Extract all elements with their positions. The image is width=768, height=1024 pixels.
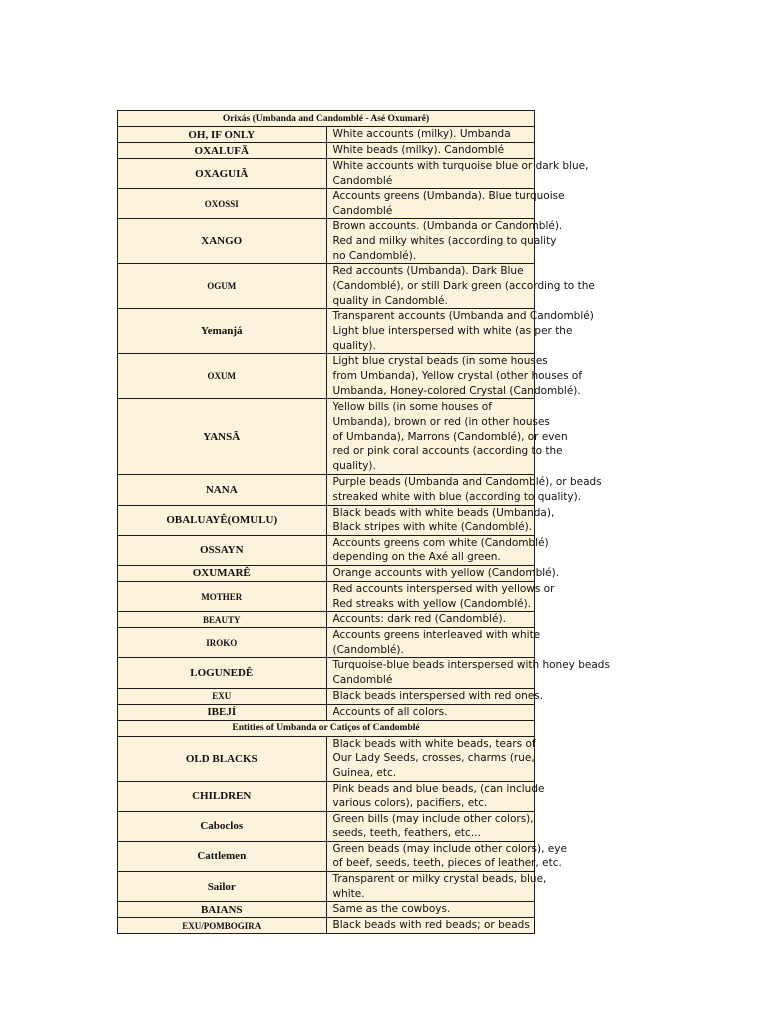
table-row (118, 704, 535, 720)
description-line: Red accounts (Umbanda). Dark Blue (332, 265, 524, 278)
bead-description-cell (326, 704, 535, 720)
bead-description-cell (326, 902, 535, 918)
description-line: Light blue crystal beads (in some houses (332, 355, 548, 368)
bead-description-cell (326, 264, 595, 309)
description-line: Red streaks with yellow (Candomblé). (332, 597, 532, 610)
description-line: seeds, teeth, feathers, etc... (332, 827, 481, 840)
bead-description-cell (326, 127, 535, 143)
table-row (118, 127, 535, 143)
description-line: white. (332, 887, 365, 900)
description-line: of beef, seeds, teeth, pieces of leather, etc. (332, 857, 562, 870)
table-row (118, 264, 535, 309)
description-line: Our Lady Seeds, crosses, charms (rue, (332, 752, 535, 765)
description-line: Accounts greens interleaved with white (332, 629, 541, 642)
description-line: Red accounts interspersed with yellows or (332, 582, 555, 595)
bead-description-cell (326, 535, 549, 565)
bead-description-cell (326, 219, 563, 264)
entity-name-cell: IBEJÍ (118, 704, 327, 720)
description-line: Accounts greens com white (Candomblé) (332, 536, 549, 549)
table-row (118, 189, 535, 219)
entity-name-cell: LOGUNEDÊ (118, 658, 327, 688)
description-line: Umbanda), brown or red (in other houses (332, 415, 550, 428)
description-line: Black beads with white beads, tears of (332, 737, 536, 750)
bead-description-cell (326, 781, 545, 811)
description-line: Brown accounts. (Umbanda or Candomblé). (332, 220, 563, 233)
entity-name-cell: OGUM (118, 264, 327, 309)
bead-description-cell (326, 143, 535, 159)
bead-description-cell (326, 309, 594, 354)
entity-name-cell: XANGO (118, 219, 327, 264)
table-row (118, 841, 535, 871)
bead-description-cell (326, 399, 568, 475)
table-row (118, 612, 535, 628)
description-line: quality in Candomblé. (332, 294, 448, 307)
table-row (118, 143, 535, 159)
description-line: (Candomblé), or still Dark green (according to the (332, 280, 595, 293)
entity-name-cell: Yemanjá (118, 309, 327, 354)
entity-name-cell: OSSAYN (118, 535, 327, 565)
bead-description-cell (326, 354, 583, 399)
description-line: Black beads with red beads; or beads (332, 919, 530, 932)
entity-name-cell: YANSÃ (118, 399, 327, 475)
table-row (118, 781, 535, 811)
entity-name-cell: Cattlemen (118, 841, 327, 871)
entity-name-cell: OXALUFÃ (118, 143, 327, 159)
entity-name-cell: OBALUAYÊ(OMULU) (118, 505, 327, 535)
description-line: Yellow bills (in some houses of (332, 401, 492, 414)
description-line: Accounts: dark red (Candomblé). (332, 613, 506, 626)
description-line: Candomblé (332, 174, 393, 187)
table-row (118, 565, 535, 581)
description-line: White accounts (milky). Umbanda (332, 128, 511, 141)
bead-description-cell (326, 159, 589, 189)
table-row (118, 399, 535, 475)
bead-description-cell (326, 736, 535, 781)
description-line: White accounts with turquoise blue or dark blue, (332, 160, 589, 172)
entity-name-cell: OLD BLACKS (118, 736, 327, 781)
bead-description-cell (326, 475, 602, 505)
description-line: Accounts of all colors. (332, 705, 448, 718)
bead-description-cell (326, 688, 544, 704)
description-line: Transparent accounts (Umbanda and Candomblé) (332, 310, 594, 323)
description-line: of Umbanda), Marrons (Candomblé), or even (332, 430, 568, 443)
description-line: Orange accounts with yellow (Candomblé). (332, 567, 560, 580)
entities-section-header-row (118, 720, 535, 736)
description-line: Red and milky whites (according to quality (332, 235, 557, 248)
entities-section-header: Entities of Umbanda or Catiços of Candomblé (118, 720, 535, 736)
description-line: Accounts greens (Umbanda). Blue turquoise (332, 190, 565, 203)
description-line: quality). (332, 459, 376, 472)
entity-name-cell: OXOSSI (118, 189, 327, 219)
entity-name-cell: CHILDREN (118, 781, 327, 811)
bead-description-cell (326, 612, 535, 628)
bead-description-cell (326, 658, 610, 688)
entity-name-cell: OXUM (118, 354, 327, 399)
description-line: Black beads interspersed with red ones. (332, 689, 544, 702)
description-line: Black stripes with white (Candomblé). (332, 521, 532, 534)
description-line: Guinea, etc. (332, 766, 397, 779)
description-line: Black beads with white beads (Umbanda), (332, 506, 555, 519)
table-row (118, 658, 535, 688)
table-row (118, 309, 535, 354)
description-line: Turquoise-blue beads interspersed with honey beads (332, 659, 610, 672)
description-line: various colors), pacifiers, etc. (332, 797, 488, 810)
entity-name-cell: Caboclos (118, 811, 327, 841)
bead-description-cell (326, 505, 555, 535)
description-line: no Candomblé). (332, 249, 417, 262)
entity-name-cell: MOTHER (118, 581, 327, 611)
table-row (118, 354, 535, 399)
entity-name-cell: OH, IF ONLY (118, 127, 327, 143)
table-row (118, 688, 535, 704)
description-line: Same as the cowboys. (332, 903, 451, 916)
entity-name-cell: BEAUTY (118, 612, 327, 628)
entity-name-cell: OXUMARÊ (118, 565, 327, 581)
description-line: Purple beads (Umbanda and Candomblé), or beads (332, 476, 602, 489)
entity-name-cell: IROKO (118, 628, 327, 658)
entity-name-cell: Sailor (118, 872, 327, 902)
table-row (118, 811, 535, 841)
entity-name-cell: EXU/POMBOGIRA (118, 918, 327, 934)
description-line: White beads (milky). Candomblé (332, 144, 505, 157)
entity-name-cell: BAIANS (118, 902, 327, 918)
table-row (118, 505, 535, 535)
description-line: quality). (332, 339, 376, 352)
bead-description-cell (326, 918, 535, 934)
bead-description-cell (326, 189, 565, 219)
description-line: Pink beads and blue beads, (can include (332, 782, 545, 795)
table-row (118, 872, 535, 902)
description-line: Green bills (may include other colors), (332, 812, 534, 825)
colors-table (117, 110, 610, 934)
bead-description-cell (326, 565, 560, 581)
table-row (118, 159, 535, 189)
bead-description-cell (326, 811, 535, 841)
entity-name-cell: NANA (118, 475, 327, 505)
bead-description-cell (326, 581, 555, 611)
table-row (118, 475, 535, 505)
bead-description-cell (326, 841, 567, 871)
entity-name-cell: EXU (118, 688, 327, 704)
orixas-section-header: Orixás (Umbanda and Candomblé - Asé Oxumarê) (118, 111, 535, 127)
description-line: (Candomblé). (332, 643, 404, 656)
description-line: Candomblé (332, 673, 393, 686)
description-line: depending on the Axé all green. (332, 551, 501, 564)
description-line: Umbanda, Honey-colored Crystal (Candomblé). (332, 384, 581, 397)
table-body (118, 111, 610, 934)
table-row (118, 219, 535, 264)
table-row (118, 581, 535, 611)
table-row (118, 918, 535, 934)
description-line: Light blue interspersed with white (as per the (332, 325, 573, 338)
description-line: red or pink coral accounts (according to the (332, 445, 563, 458)
bead-description-cell (326, 628, 541, 658)
description-line: Candomblé (332, 204, 393, 217)
orixas-section-header-row (118, 111, 535, 127)
table-row (118, 535, 535, 565)
table-row (118, 902, 535, 918)
description-line: streaked white with blue (according to quality). (332, 490, 582, 503)
table-row (118, 736, 535, 781)
description-line: Green beads (may include other colors), eye (332, 842, 567, 855)
table-row (118, 628, 535, 658)
description-line: from Umbanda), Yellow crystal (other houses of (332, 370, 583, 383)
description-line: Transparent or milky crystal beads, blue, (332, 873, 547, 886)
bead-description-cell (326, 872, 547, 902)
entity-name-cell: OXAGUIÃ (118, 159, 327, 189)
